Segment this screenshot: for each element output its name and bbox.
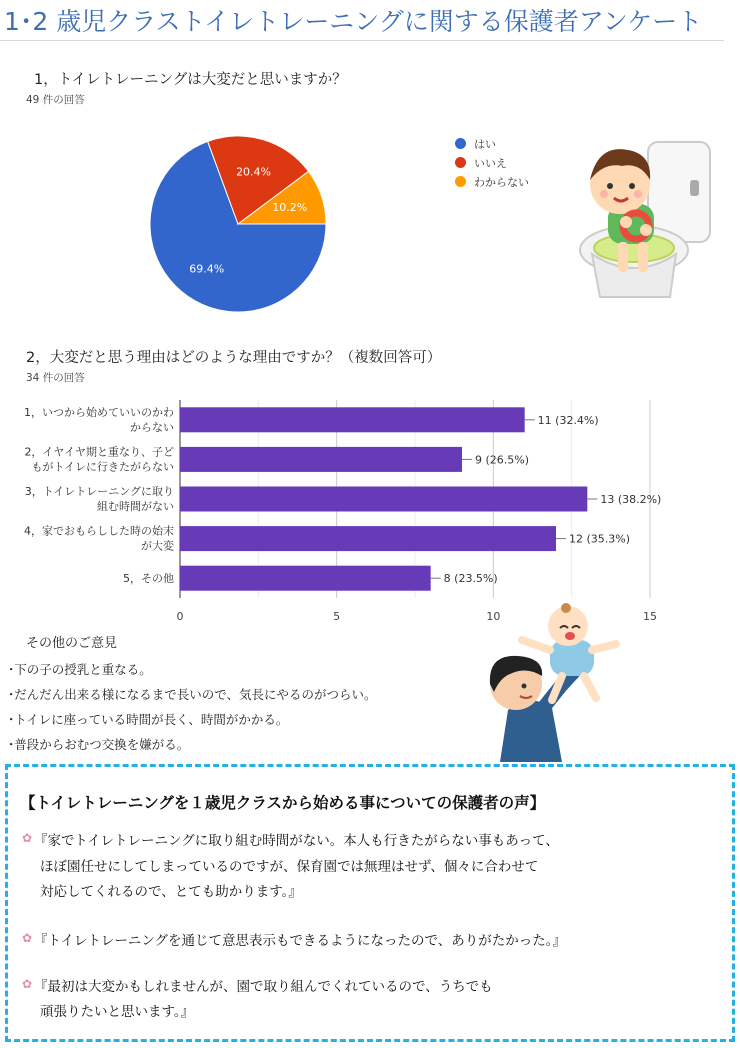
voices-title: 【トイレトレーニングを１歳児クラスから始める事についての保護者の声】 — [20, 794, 546, 812]
opinion-item: ･だんだん出来る様になるまで長いので、気長にやるのがつらい。 — [8, 687, 377, 702]
opinion-item: ･下の子の授乳と重なる。 — [8, 662, 152, 677]
q2-title: 2，大変だと思う理由はどのような理由ですか？（複数回答可） — [26, 350, 442, 366]
page-title: 1･2 歳児クラストイレトレーニングに関する保護者アンケート — [4, 7, 703, 36]
voice-quote-line: 『最初は大変かもしれませんが、園で取り組んでくれているので、うちでも — [34, 979, 493, 995]
category-label: 3，トイレトレーニングに取り — [24, 485, 174, 498]
pie-legend — [455, 134, 529, 191]
legend-item-yes — [455, 134, 529, 153]
parent-voices-box — [5, 764, 735, 1042]
category-label: が大変 — [141, 539, 174, 553]
opinion-item: ･普段からおむつ交換を嫌がる。 — [8, 737, 190, 752]
pie-chart — [138, 128, 338, 328]
bar — [180, 447, 462, 472]
category-label: もがトイレに行きたがらない — [31, 460, 174, 474]
category-label: 1，いつから始めていいのかわ — [24, 405, 174, 419]
legend-item-no — [455, 153, 529, 172]
title-rule — [0, 40, 724, 41]
bar-chart — [0, 392, 700, 632]
voice-quote-line: 『家でトイレトレーニングに取り組む時間がない。本人も行きたがらない事もあって、 — [34, 833, 559, 849]
pie-slice-label: 10.2% — [272, 200, 308, 214]
flower-icon: ✿ — [22, 977, 33, 991]
pie-slice-label: 20.4% — [236, 165, 272, 179]
x-tick-label: 5 — [333, 610, 341, 623]
bar-data-label: 8 (23.5%) — [443, 572, 498, 586]
category-label: 2，イヤイヤ期と重なり、子ど — [24, 445, 174, 459]
opinion-item: ･トイレに座っている時間が長く、時間がかかる。 — [8, 712, 289, 727]
legend-label: いいえ — [474, 156, 507, 170]
voice-quote-line: 頑張りたいと思います。』 — [40, 1004, 195, 1020]
flower-icon: ✿ — [22, 931, 33, 945]
opinions-heading: その他のご意見 — [26, 636, 118, 651]
bar-data-label: 12 (35.3%) — [569, 532, 631, 546]
legend-swatch — [455, 157, 466, 168]
voice-quote-line: 『トイレトレーニングを通じて意思表示もできるようになったので、ありがたかった。』 — [34, 933, 567, 949]
child-on-toilet-illustration — [578, 132, 718, 302]
q1-title: 1，トイレトレーニングは大変だと思いますか？ — [34, 72, 347, 88]
category-label: 組む時間がない — [97, 500, 174, 513]
category-label: 4，家でおもらしした時の始末 — [24, 524, 174, 538]
bar-data-label: 11 (32.4%) — [537, 413, 599, 427]
parent-lifting-baby-illustration — [480, 600, 620, 762]
bar — [180, 407, 525, 432]
x-tick-label: 10 — [486, 610, 501, 623]
legend-swatch — [455, 138, 466, 149]
legend-item-unknown — [455, 172, 529, 191]
bar-data-label: 9 (26.5%) — [475, 453, 530, 467]
x-tick-label: 0 — [176, 610, 184, 623]
x-tick-label: 15 — [643, 610, 657, 623]
legend-label: はい — [474, 137, 496, 151]
legend-label: わからない — [474, 175, 529, 189]
bar — [180, 487, 587, 512]
flower-icon: ✿ — [22, 831, 33, 845]
q2-response-count: 34 件の回答 — [26, 372, 85, 384]
voice-quote-line: 対応してくれるので、とても助かります。』 — [40, 884, 302, 900]
category-label: 5，その他 — [123, 572, 174, 586]
category-label: からない — [130, 420, 174, 434]
legend-swatch — [455, 176, 466, 187]
q1-response-count: 49 件の回答 — [26, 94, 85, 106]
bar-data-label: 13 (38.2%) — [600, 493, 662, 506]
voice-quote-line: ほぼ園任せにしてしまっているのですが、保育園では無理はせず、個々に合わせて — [40, 859, 539, 875]
bar — [180, 566, 431, 591]
pie-slice-label: 69.4% — [189, 262, 225, 276]
bar — [180, 526, 556, 551]
